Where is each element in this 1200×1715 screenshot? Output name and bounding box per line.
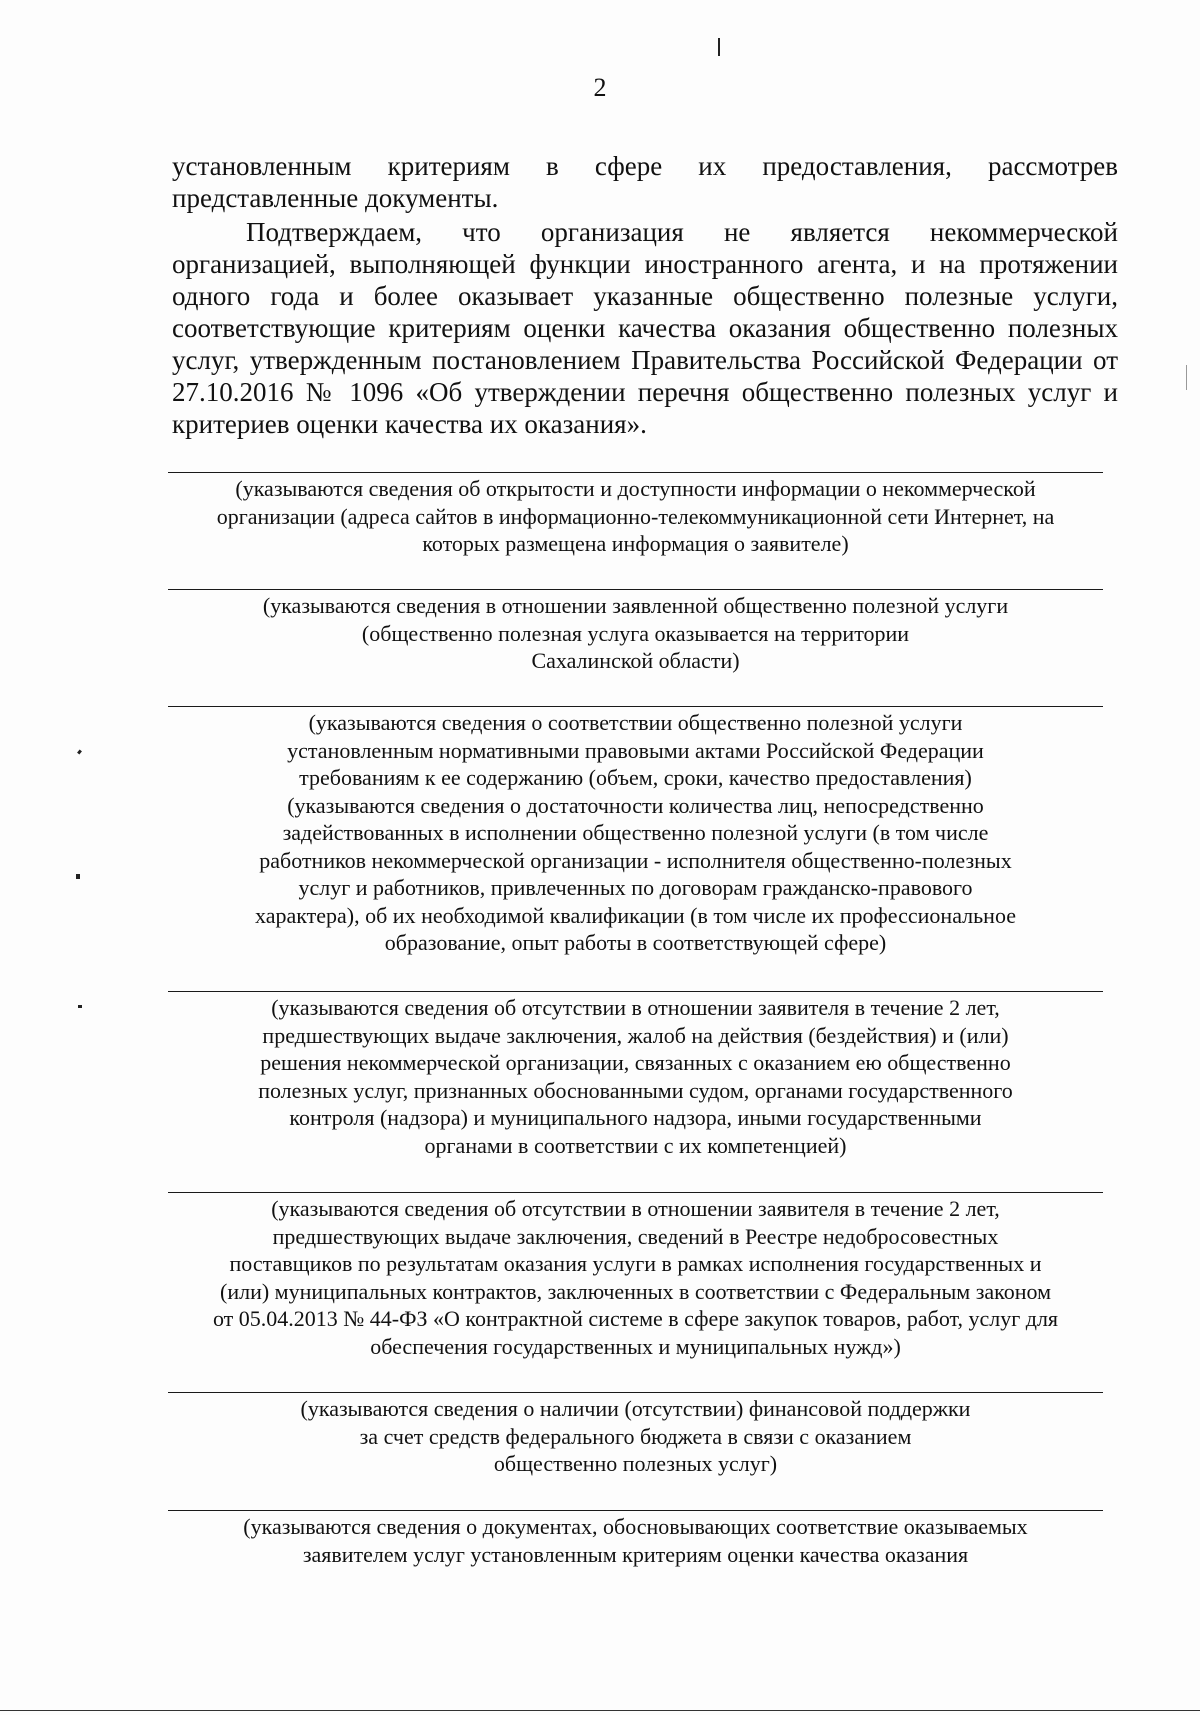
paragraph-intro: установленным критериям в сфере их предоставления, рассмотрев представленные документы. <box>172 151 1118 213</box>
scan-dot-left <box>77 750 82 755</box>
caption-line: общественно полезных услуг) <box>493 1451 778 1476</box>
caption-line: органами в соответствии с их компетенцией) <box>424 1132 847 1158</box>
paragraph-confirmation: Подтверждаем, что организация не является некоммерческой организацией, выполняющей функции иностранного агента, и на протяжении одного года и более оказывает указанные общественно полезные услуги, соответствующие критериям оценки качества оказания общественно полезных услуг, утвержденным постановлением Правительства Российской Федерации от 27.10.2016 № 1096 «Об утверждении перечня общественно полезных услуг и критериев оценки качества их оказания». <box>172 217 1118 439</box>
caption-line: организации (адреса сайтов в информационно-телекоммуникационной сети Интернет, на <box>216 503 1055 529</box>
caption-line: (указываются сведения об отсутствии в отношении заявителя в течение 2 лет, <box>271 995 1000 1020</box>
scan-bottom-edge <box>0 1710 1200 1711</box>
caption-line: контроля (надзора) и муниципального надзора, иными государственными <box>289 1105 982 1130</box>
caption-line: полезных услуг, признанных обоснованными судом, органами государственного <box>258 1077 1013 1103</box>
caption-line: предшествующих выдаче заключения, жалоб на действия (бездействия) и (или) <box>262 1022 1009 1048</box>
caption-line: (указываются сведения об открытости и доступности информации о некоммерческой <box>235 476 1036 501</box>
caption-line: (указываются сведения о достаточности количества лиц, непосредственно <box>287 792 984 818</box>
field-caption-documents <box>168 1513 1103 1568</box>
caption-line: за счет средств федерального бюджета в связи с оказанием <box>359 1423 912 1449</box>
scan-mark-top <box>718 38 720 56</box>
field-caption-service <box>168 592 1103 675</box>
field-caption-openness <box>168 475 1103 558</box>
caption-line: услуг и работников, привлеченных по договорам гражданско-правового <box>298 875 973 900</box>
caption-line: (указываются сведения в отношении заявленной общественно полезной услуги <box>262 593 1009 618</box>
caption-line: (указываются сведения о соответствии общественно полезной услуги <box>308 710 963 735</box>
caption-line: характера), об их необходимой квалификации (в том числе их профессиональное <box>255 902 1016 928</box>
caption-line: заявителем услуг установленным критериям оценки качества оказания <box>302 1541 969 1567</box>
fill-line <box>168 1192 1103 1193</box>
caption-line: (указываются сведения о наличии (отсутствии) финансовой поддержки <box>300 1396 971 1421</box>
caption-line: (общественно полезная услуга оказывается на территории <box>361 620 910 646</box>
fill-line <box>168 589 1103 590</box>
scan-mark-right <box>1186 365 1187 390</box>
field-caption-financial-support <box>168 1395 1103 1478</box>
caption-line: предшествующих выдаче заключения, сведений в Реестре недобросовестных <box>272 1223 999 1249</box>
fill-line <box>168 1510 1103 1511</box>
field-caption-complaints <box>168 994 1103 1159</box>
caption-line: (указываются сведения об отсутствии в отношении заявителя в течение 2 лет, <box>271 1196 1000 1221</box>
scan-dot-left <box>78 1005 82 1008</box>
fill-line <box>168 472 1103 473</box>
caption-line: работников некоммерческой организации - исполнителя общественно-полезных <box>259 847 1012 873</box>
caption-line: Сахалинской области) <box>531 648 740 673</box>
page-number: 2 <box>593 73 607 102</box>
fill-line <box>168 991 1103 992</box>
caption-line: от 05.04.2013 № 44-ФЗ «О контрактной системе в сфере закупок товаров, работ, услуг для <box>212 1306 1059 1331</box>
caption-line: поставщиков по результатам оказания услуги в рамках исполнения государственных и <box>229 1251 1042 1276</box>
caption-line: требованиям к ее содержанию (объем, сроки, качество предоставления) <box>299 765 972 790</box>
caption-line: решения некоммерческой организации, связанных с оказанием ею общественно <box>260 1050 1011 1075</box>
caption-line: обеспечения государственных и муниципальных нужд») <box>370 1333 901 1359</box>
scan-dot-left <box>76 874 80 879</box>
fill-line <box>168 706 1103 707</box>
caption-line: (или) муниципальных контрактов, заключенных в соответствии с Федеральным законом <box>220 1278 1051 1304</box>
caption-line: образование, опыт работы в соответствующей сфере) <box>384 930 887 955</box>
caption-line: (указываются сведения о документах, обосновывающих соответствие оказываемых <box>243 1514 1028 1539</box>
caption-line: задействованных в исполнении общественно полезной услуги (в том числе <box>282 820 989 845</box>
fill-line <box>168 1392 1103 1393</box>
caption-line: которых размещена информация о заявителе) <box>422 531 849 556</box>
field-caption-registry <box>168 1195 1103 1360</box>
field-caption-compliance <box>168 709 1103 957</box>
caption-line: установленным нормативными правовыми актами Российской Федерации <box>287 737 984 763</box>
